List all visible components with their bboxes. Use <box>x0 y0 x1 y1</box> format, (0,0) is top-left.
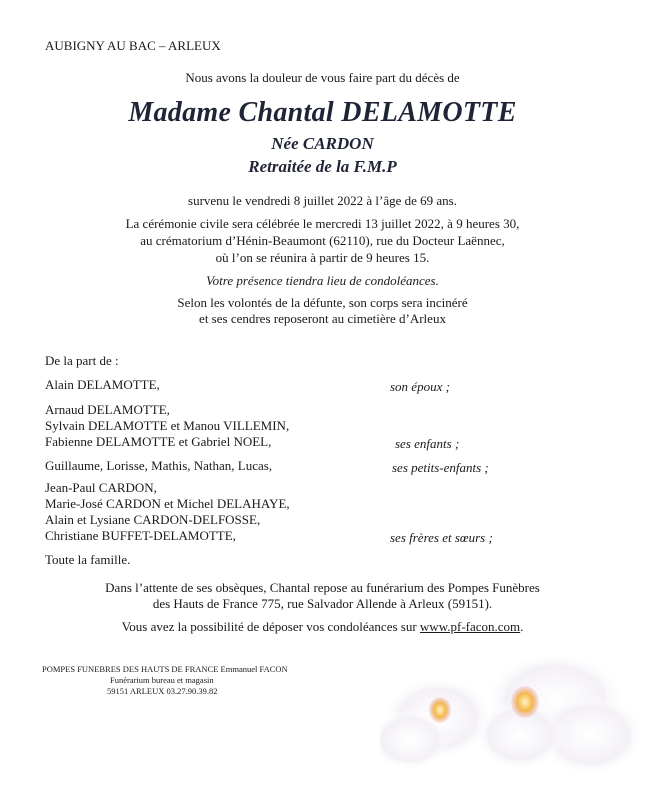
family-relation: ses enfants ; <box>395 436 460 451</box>
funerarium-line: des Hauts de France 775, rue Salvador Allende à Arleux (59151). <box>152 596 493 611</box>
from-label: De la part de : <box>45 353 119 368</box>
ceremony-line: au crématorium d’Hénin-Beaumont (62110), rue du Docteur Laënnec, <box>140 233 505 248</box>
footer-company: POMPES FUNEBRES DES HAUTS DE FRANCE Emmanuel FACON <box>42 664 288 674</box>
footer-phone: 59151 ARLEUX 03.27.90.39.82 <box>107 686 218 696</box>
death-line: survenu le vendredi 8 juillet 2022 à l’âge de 69 ans. <box>188 193 457 208</box>
family-name: Christiane BUFFET-DELAMOTTE, <box>45 528 236 543</box>
intro-text: Nous avons la douleur de vous faire part du décès de <box>185 70 460 85</box>
family-name: Fabienne DELAMOTTE et Gabriel NOEL, <box>45 434 272 449</box>
family-name: Alain DELAMOTTE, <box>45 377 160 392</box>
birth-name: Née CARDON <box>271 134 374 153</box>
online-condolences <box>0 619 645 635</box>
family-name: Guillaume, Lorisse, Mathis, Nathan, Lucas, <box>45 458 273 473</box>
family-relation: ses petits-enfants ; <box>392 460 489 475</box>
online-text: Vous avez la possibilité de déposer vos condoléances sur <box>121 619 420 634</box>
ceremony-line: où l’on se réunira à partir de 9 heures 15. <box>215 250 430 265</box>
wishes-line: et ses cendres reposeront au cimetière d’Arleux <box>199 311 446 326</box>
occupation: Retraitée de la F.M.P <box>248 157 397 176</box>
header-location: AUBIGNY AU BAC – ARLEUX <box>45 38 221 53</box>
ceremony-line: La cérémonie civile sera célébrée le mercredi 13 juillet 2022, à 9 heures 30, <box>125 216 520 231</box>
family-relation: son époux ; <box>390 379 450 394</box>
footer-address: Funérarium bureau et magasin <box>110 675 214 685</box>
family-name: Sylvain DELAMOTTE et Manou VILLEMIN, <box>45 418 290 433</box>
wishes-line: Selon les volontés de la défunte, son corps sera incinéré <box>177 295 468 310</box>
funerarium-line: Dans l’attente de ses obsèques, Chantal repose au funérarium des Pompes Funèbres <box>105 580 540 595</box>
condolence-note: Votre présence tiendra lieu de condoléances. <box>206 273 439 288</box>
online-end: . <box>520 619 524 634</box>
family-name: Marie-José CARDON et Michel DELAHAYE, <box>45 496 290 511</box>
website-link[interactable]: www.pf-facon.com <box>419 619 521 634</box>
family-name: Arnaud DELAMOTTE, <box>45 402 170 417</box>
family-name: Alain et Lysiane CARDON-DELFOSSE, <box>45 512 261 527</box>
deceased-name: Madame Chantal DELAMOTTE <box>128 97 517 128</box>
orchid-right-icon <box>475 652 645 775</box>
family-name: Toute la famille. <box>45 552 131 567</box>
family-relation: ses frères et sœurs ; <box>390 530 493 545</box>
family-name: Jean-Paul CARDON, <box>45 480 157 495</box>
orchid-decoration-icon <box>380 640 645 800</box>
orchid-left-icon <box>380 676 493 770</box>
